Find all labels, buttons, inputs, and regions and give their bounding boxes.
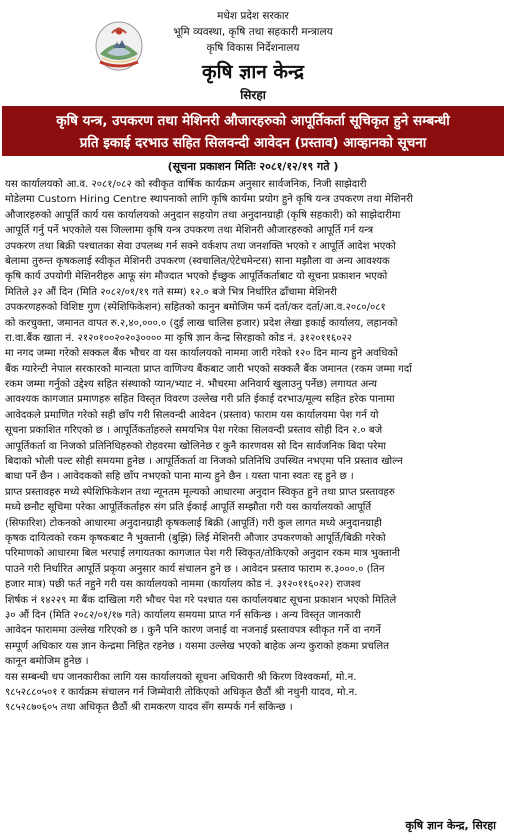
body-line: औजारहरुको आपूर्ति कार्य यस कार्यालयको अनुदान सहयोग तथा अनुदानग्राही (कृषि सहकारी) को साझेदारीमा (5, 209, 401, 221)
body-line: बाधा पर्ने छैन । आवेदकको सहि छाँप नभएको पाना मान्य हुने छैन । यस्ता पाना स्वतः रद्द हुने छ । (5, 471, 354, 483)
office-location: सिरहा (240, 88, 266, 102)
publication-date: (सूचना प्रकाशन मितिः २०८१/१२/१९ गते ) (167, 160, 339, 173)
body-line: सूचना प्रकाशित गरिएको छ । आपूर्तिकर्ताहरुले समयभित्र पेश गरेका सिलवन्दी प्रस्ताव सोही दिन २.० बजे (5, 425, 383, 437)
body-line: ३० औं दिन (मिति २०८२/०१/१७ गते) कार्यालय समयमा प्राप्त गर्न सकिन्छ । अन्य विस्तृत जानकारी (5, 609, 361, 621)
body-line: उपकरणहरुको विशिष्ट गुण (स्पेशिफिकेशन) सहितको कानुन बमोजिम फर्म दर्ता/कर दर्ता/आ.व.२०८०/०८१ (5, 302, 386, 314)
notice-body (5, 177, 501, 716)
body-line: कृषक दायित्वको रकम कृषकबाट नै भुक्तानी (बुझि) लिई मेशिनरी औजार उपकरणको आपूर्ति/बिक्री गरेको (5, 532, 386, 544)
body-line: ९८५२८८०५०१ र कार्यक्रम संचालन गर्न जिम्मेवारी तोकिएको अधिकृत छैठौं श्री नथुनी यादव, मो.न. (5, 686, 358, 698)
notice-title-banner (2, 106, 504, 156)
body-line: रकम जम्मा गर्नुको उद्देश्य सहित संस्थाको प्यान/भ्याट नं. भौचरमा अनिवार्य खुलाउनु पर्नेछ) लगायत अन्य (5, 379, 377, 391)
body-line: पाउने गरी निर्धारित आपूर्ति प्रकृया अनुसार कार्य संचालन हुने छ । आवेदन प्रस्ताव फाराम रु.३०००.० (तिन (5, 563, 385, 575)
notice-title-line1: कृषि यन्त्र, उपकरण तथा मेशिनरी औजारहरुको आपूर्तिकर्ता सूचिकृत हुने सम्बन्धी (56, 113, 450, 129)
body-line: परिमाणको आधारमा बिल भरपाई लगायतका कागजात पेश गरी स्विकृत/तोकिएको अनुदान रकम मात्र भुक्तानी (5, 548, 400, 560)
ministry-name: भूमि व्यवस्था, कृषि तथा सहकारी मन्त्रालय (173, 26, 333, 38)
directorate-name: कृषि विकास निर्देशनालय (206, 42, 300, 54)
body-line: आवेदकले प्रमाणित गरेको सही छाँप गरी सिलवन्दी आवेदन (प्रस्ताव) फाराम यस कार्यालयमा पेश गर्न यो (5, 409, 379, 421)
body-line: रा.वा.बैंक खाता नं. २१२०१००२०२०३०००० मा कृषि ज्ञान केन्द्र सिरहाको कोड नं. ३१२०११६०२२ (5, 332, 352, 344)
body-line: बैंक ग्यारेन्टी नेपाल सरकारको मान्यता प्राप्त वाणिज्य बैंकबाट जारी भएको सक्कलै बैंक जमानत (रकम जम्मा गर्दा (5, 363, 412, 375)
body-line: उपकरण तथा बिक्री पश्चातका सेवा उपलब्ध गर्न सक्ने वर्कशप तथा जनशक्ति भएको र आपूर्ति आदेश भएको (5, 240, 396, 252)
body-line: मोडेलमा Custom Hiring Centre स्थापनाको लागि कृषि कार्यमा प्रयोग हुने कृषि यन्त्र उपकरण तथा मेशिनरी (5, 194, 413, 206)
office-name: कृषि ज्ञान केन्द्र (202, 61, 304, 83)
notice-title-line2: प्रति इकाई दरभाउ सहित सिलवन्दी आवेदन (प्रस्ताव) आव्हानको सूचना (79, 135, 427, 151)
body-line: आवेदन फाराममा उल्लेख गरिएको छ । कुनै पनि कारण जनाई वा नजनाई प्रस्तावपत्र स्वीकृत गर्ने वा नगर्ने (5, 625, 381, 637)
body-line: मध्ये छनौट सूचिमा परेका आपूर्तिकर्ताहरु संग प्रति ईकाई आपूर्ति सम्झौता गरी यस कार्यालयको आपूर्ति (5, 502, 372, 514)
body-line: आवश्यक कागजात प्रमाणहरु सहित विस्तृत विवरण उल्लेख गरी प्रति ईकाई दरभाउ/मूल्य सहित हरेक पानामा (5, 394, 395, 406)
body-line: यस सम्बन्धी थप जानकारीका लागि यस कार्यालयको सूचना अधिकारी श्री किरण विश्वकर्मा, मो.न. (5, 671, 357, 683)
body-line: को करचुक्ता, जमानत वापत रु.२,४०,०००.० (दुई लाख चालिस हजार) प्रदेश लेखा इकाई कार्यालय, लहानको (5, 317, 398, 329)
body-line: हजार मात्र) पछी फर्त नहुने गरी यस कार्यालयको नाममा (कार्यालय कोड नं. ३१२०११६०२२) राजश्व (5, 579, 361, 591)
body-line: आपूर्ति गर्नु पर्ने भएकोले यस जिल्लामा कृषि यन्त्र उपकरण तथा मेशिनरी औजारहरुको आपूर्ति गर्न यन्त्र (5, 225, 374, 237)
province-government: मधेश प्रदेश सरकार (217, 10, 289, 22)
signature-office: कृषि ज्ञान केन्द्र, सिरहा (405, 819, 496, 832)
body-line: कानून बमोजिम हुनेछ । (5, 656, 89, 668)
body-line: ९८५२८७०६०५ तथा अधिकृत छैठौं श्री रामकरण यादव सँग सम्पर्क गर्न सकिन्छ । (5, 702, 293, 714)
body-line: प्राप्त प्रस्तावहरु मध्ये स्पेशिफिकेशन तथा न्यूनतम मूल्यको आधारमा अनुदान स्विकृत हुने तथा प्राप्त प्रस्तावहरु (5, 486, 395, 498)
body-line: शिर्षक नं १४२२९ मा बैंक दाखिला गरी भौचर पेश गरे पश्चात यस कार्यालयबाट सूचना प्रकाशन भएको मितिले (5, 594, 397, 606)
body-line: मितिले ३२ औं दिन (मिति २०८२/०१/१९ गते सम्म) १२.० बजे भित्र निर्धारित ढाँचामा मेशिनरी (5, 286, 337, 298)
body-line: मा नगद जम्मा गरेको सक्कल बैंक भौचर वा यस कार्यालयको नाममा जारी गरेको १२० दिन मान्य हुने अवधिको (5, 348, 398, 360)
body-line: (सिफारिश) टोकनको आधारमा अनुदानग्राही कृषकलाई बिक्री (आपूर्ति) गरी कुल लागत मध्ये अनुदानग्राही (5, 517, 382, 529)
body-line: सम्पूर्ण अधिकार यस ज्ञान केन्द्रमा निहित रहनेछ । यसमा उल्लेख भएको बाहेक अन्य कुराको हकमा प्रचलित (5, 640, 389, 652)
body-line: आपूर्तिकर्ता वा निजको प्रतिनिधिहरुको रोहवरमा खोलिनेछ र कुनै कारणवस सो दिन सार्वजनिक बिदा परेमा (5, 440, 387, 452)
body-line: यस कार्यालयको आ.व. २०८१/०८२ को स्वीकृत वार्षिक कार्यक्रम अनुसार सार्वजनिक, निजी साझेदारी (5, 179, 367, 190)
body-line: बेलामा तुरुन्त कृषकलाई स्वीकृत मेशिनरी उपकरण (स्वचालित/ऐटेचमेन्टस) साना मझौला वा अन्य आवश्यक (5, 255, 390, 267)
body-line: बिदाको भोली पल्ट सोही समयमा हुनेछ । आपूर्तिकर्ता वा निजको प्रतिनिधि उपस्थित नभएमा पनि प्रस्ताव खोल्न (5, 456, 403, 468)
body-line: कृषि कार्य उपयोगी मेशिनरीहरु आफू संग मौज्दात भएको ईच्छुक आपूर्तिकर्ताबाट यो सूचना प्रकाशन भएको (5, 271, 388, 283)
